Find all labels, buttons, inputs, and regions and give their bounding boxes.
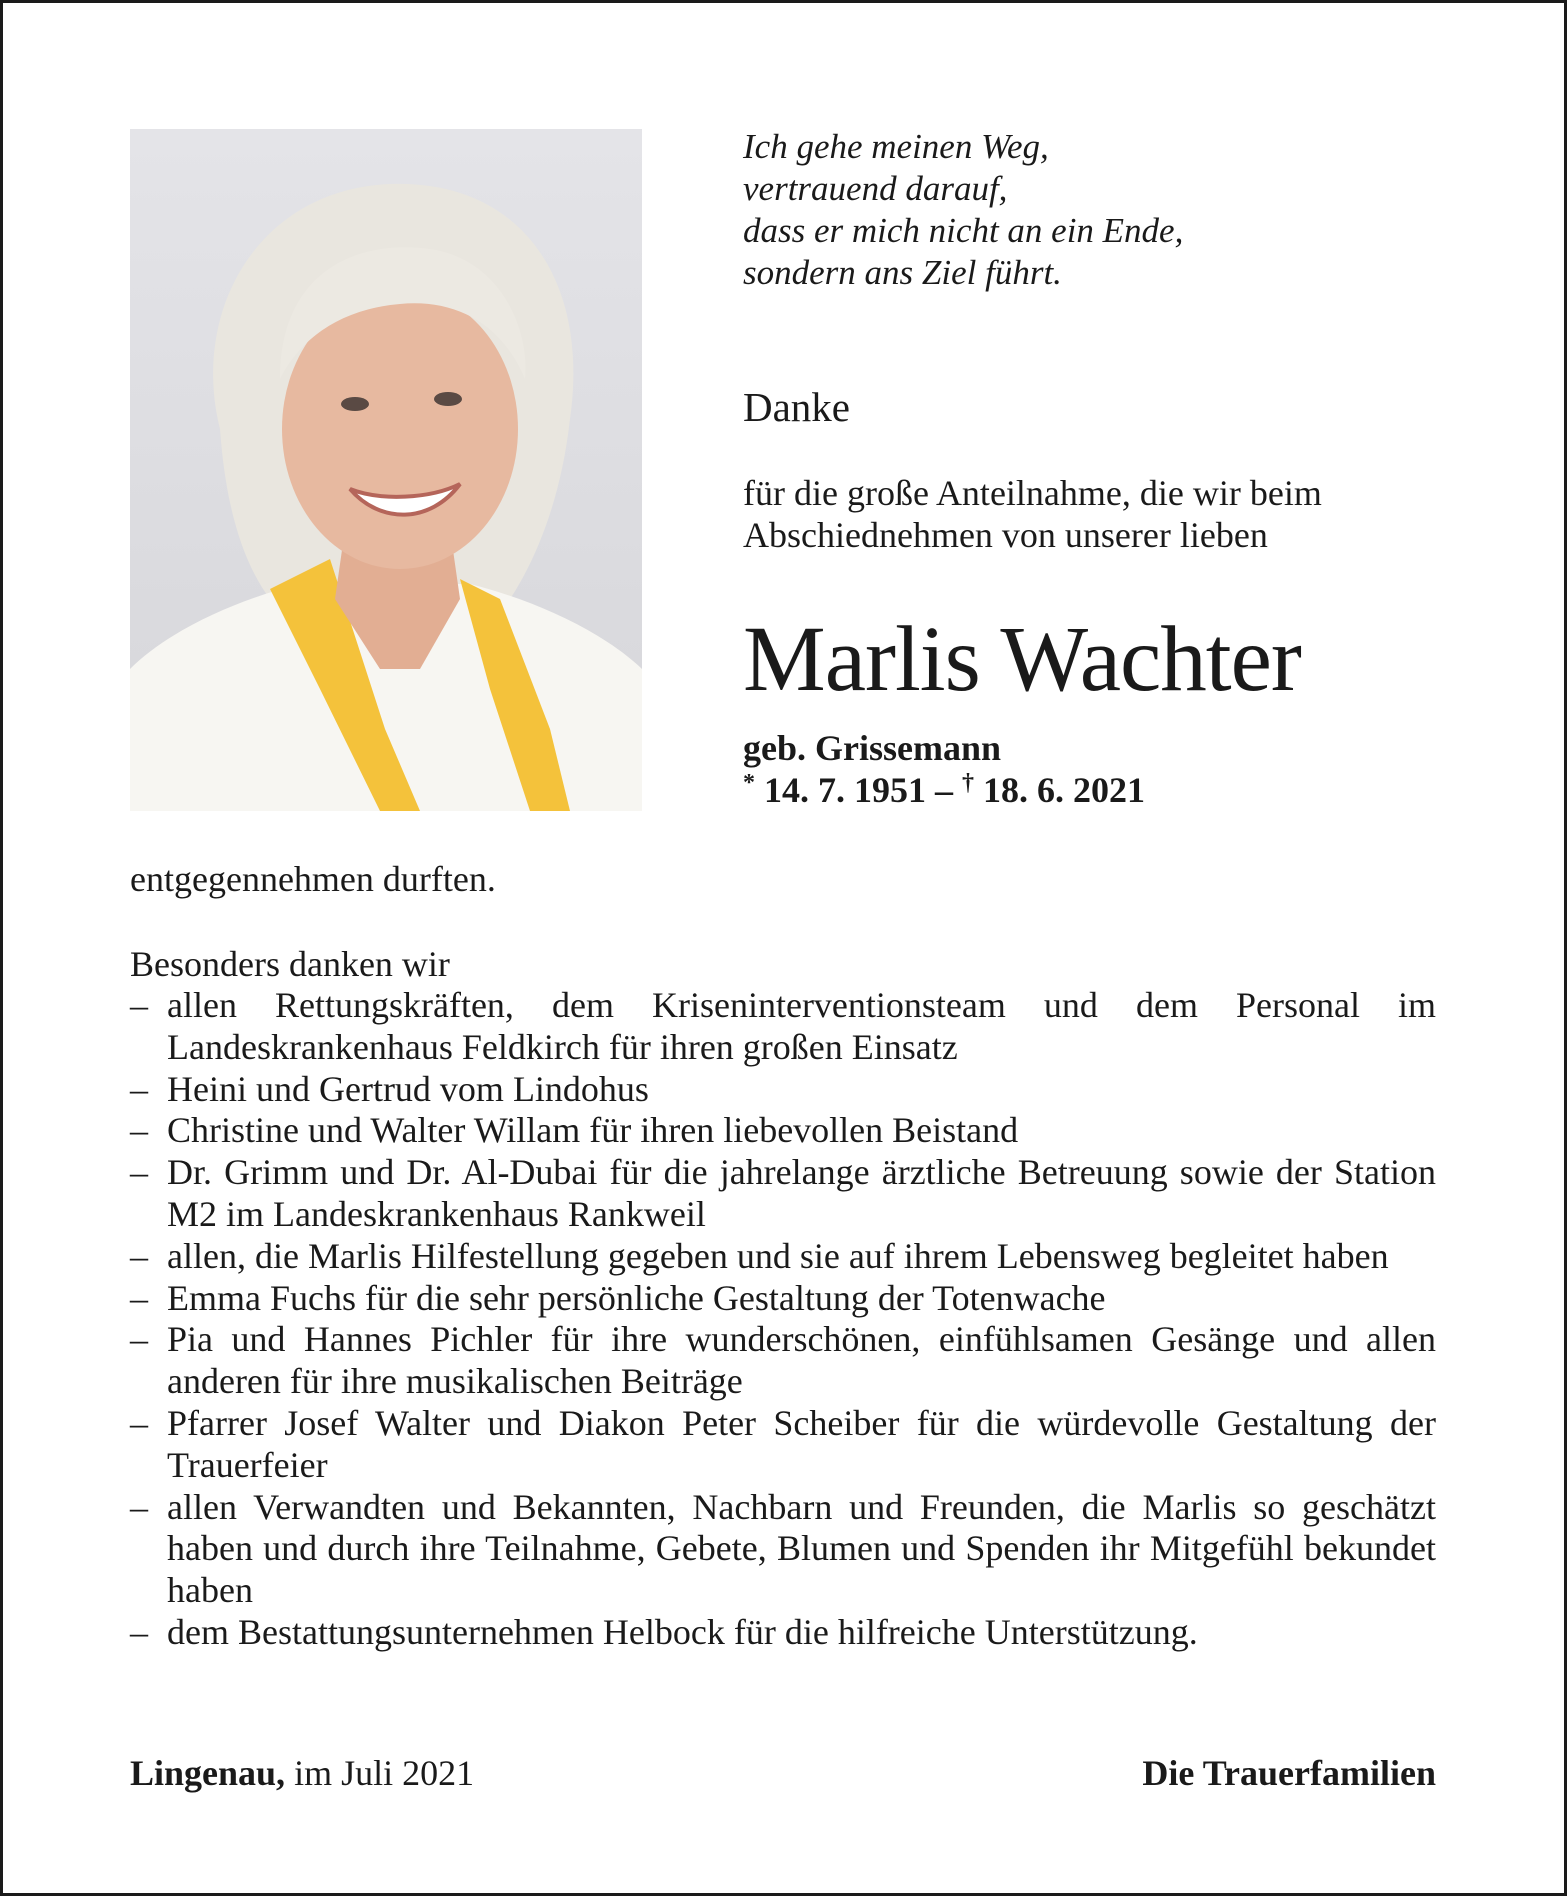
list-dash: –	[130, 1611, 148, 1652]
life-dates	[743, 769, 1443, 811]
quote-line: sondern ans Ziel führt.	[743, 253, 1062, 292]
list-item	[130, 1152, 1436, 1236]
list-item	[130, 1069, 1436, 1111]
list-dash: –	[130, 1152, 148, 1193]
list-item	[130, 1110, 1436, 1152]
list-item	[130, 1487, 1436, 1612]
heading-danke: Danke	[743, 384, 851, 430]
list-item-text: Emma Fuchs für die sehr persönliche Gestaltung der Totenwache	[167, 1277, 1106, 1318]
intro-line: für die große Anteilnahme, die wir beim	[743, 473, 1322, 513]
list-item-text: Pia und Hannes Pichler für ihre wunderschönen, einfühlsamen Gesänge und allen anderen für ihre musikalischen Beiträge	[167, 1319, 1436, 1402]
list-dash: –	[130, 1402, 148, 1443]
list-item-text: allen Rettungskräften, dem Kriseninterventionsteam und dem Personal im Landeskrankenhaus Feldkirch für ihren großen Einsatz	[167, 985, 1436, 1067]
thanks-heading: Besonders danken wir	[130, 944, 450, 984]
footer-date: im Juli 2021	[294, 1753, 475, 1793]
list-item-text: allen Verwandten und Bekannten, Nachbarn und Freunden, die Marlis so geschätzt haben und durch ihre Teilnahme, Gebete, Blumen und Spenden ihr Mitgefühl bekundet haben	[167, 1486, 1436, 1611]
list-dash: –	[130, 1277, 148, 1318]
list-dash: –	[130, 985, 148, 1025]
footer-place-date	[130, 1752, 474, 1794]
list-item	[130, 985, 1436, 1069]
intro-line: Abschiednehmen von unserer lieben	[743, 515, 1268, 555]
list-item-text: Dr. Grimm und Dr. Al-Dubai für die jahrelange ärztliche Betreuung sowie der Station M2 im Landeskrankenhaus Rankweil	[167, 1152, 1436, 1234]
intro-text	[743, 472, 1443, 556]
death-date: 18. 6. 2021	[983, 770, 1145, 810]
quote-line: vertrauend darauf,	[743, 169, 1008, 208]
list-item-text: allen, die Marlis Hilfestellung gegeben und sie auf ihrem Lebensweg begleitet haben	[167, 1235, 1389, 1276]
birth-symbol: *	[743, 770, 755, 796]
list-dash: –	[130, 1068, 148, 1109]
list-item	[130, 1236, 1436, 1278]
list-item	[130, 1403, 1436, 1487]
list-dash: –	[130, 1110, 148, 1151]
birth-date: 14. 7. 1951	[764, 770, 926, 810]
deceased-name: Marlis Wachter	[743, 608, 1301, 711]
birth-name: geb. Grissemann	[743, 728, 1002, 768]
list-item-text: Christine und Walter Willam für ihren liebevollen Beistand	[167, 1110, 1019, 1151]
list-item	[130, 1612, 1436, 1654]
thanks-list	[130, 985, 1436, 1654]
list-dash: –	[130, 1319, 148, 1360]
list-item-text: dem Bestattungsunternehmen Helbock für die hilfreiche Unterstützung.	[167, 1611, 1198, 1652]
continuation-text: entgegennehmen durften.	[130, 859, 496, 899]
footer-signature: Die Trauerfamilien	[1142, 1753, 1436, 1793]
list-item-text: Pfarrer Josef Walter und Diakon Peter Scheiber für die würdevolle Gestaltung der Trauerfeier	[167, 1402, 1436, 1485]
portrait-photo	[130, 129, 642, 811]
date-separator: –	[935, 770, 953, 810]
list-item	[130, 1319, 1436, 1403]
portrait-illustration	[130, 129, 642, 811]
list-item-text: Heini und Gertrud vom Lindohus	[167, 1068, 649, 1109]
quote	[743, 126, 1443, 294]
death-symbol: †	[962, 770, 974, 796]
list-dash: –	[130, 1235, 148, 1276]
list-dash: –	[130, 1486, 148, 1527]
quote-line: dass er mich nicht an ein Ende,	[743, 211, 1184, 250]
quote-line: Ich gehe meinen Weg,	[743, 127, 1049, 166]
footer-place: Lingenau,	[130, 1753, 286, 1793]
list-item	[130, 1278, 1436, 1320]
